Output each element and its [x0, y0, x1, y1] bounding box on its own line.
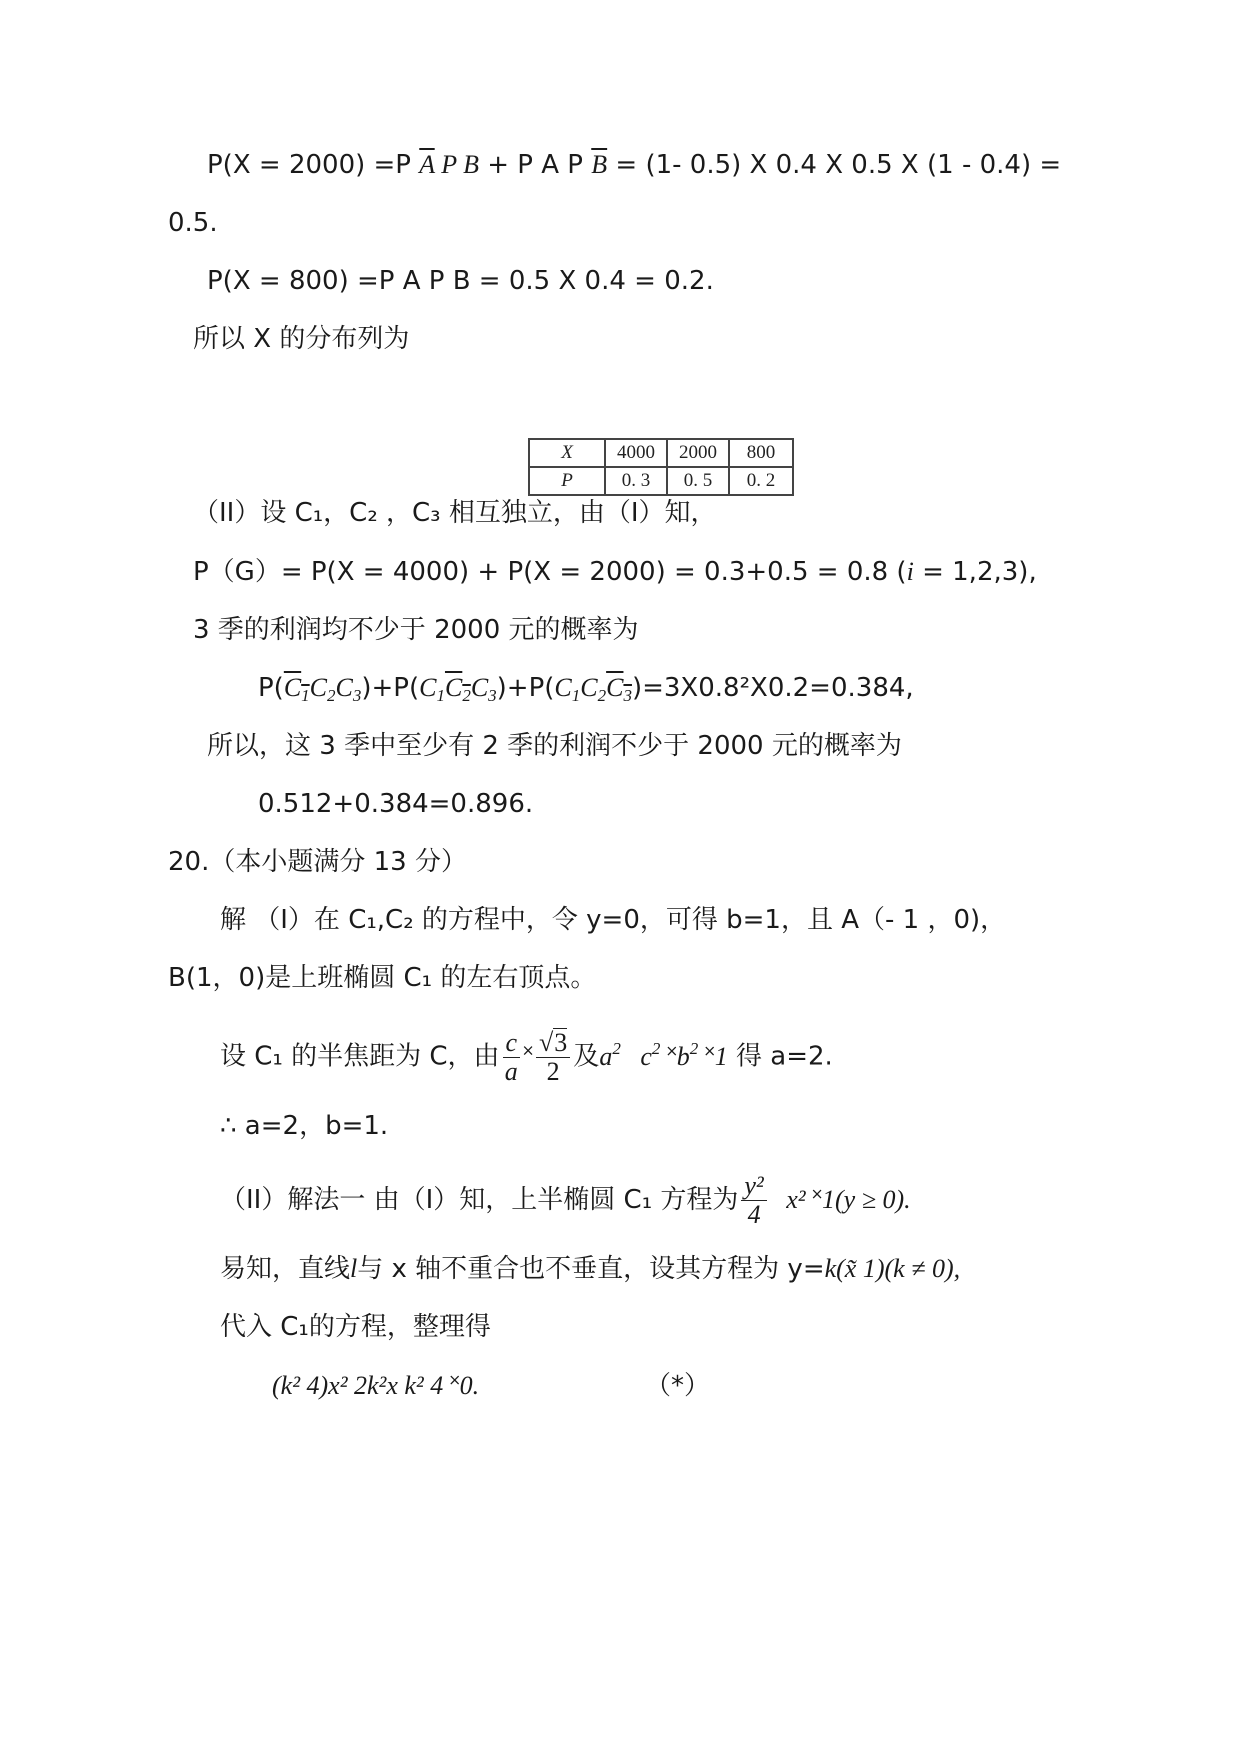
final-answer: 0.512+0.384=0.896. [258, 789, 534, 819]
solution-part-i: 解 （I）在 C₁,C₂ 的方程中，令 y=0，可得 b=1，且 A（- 1 ，0)， [220, 905, 1007, 935]
eq-three-season: $P(C_1C_2C_3)+P(C_1C_2C_3)+P(C_1C_2C_3)=3X0.8^2X0.2=0.384$, [258, 673, 914, 705]
line-equation-text: 易知，直线l与 x 轴不重合也不垂直，设其方程为 y=k(x̃ 1)(k ≠ 0), [220, 1254, 961, 1284]
three-season-text: 3 季的利润均不少于 2000 元的概率为 [193, 615, 639, 645]
table-row [529, 467, 793, 495]
table-row [529, 439, 793, 467]
quadratic-equation: (k² 4)x² 2k²x k² 4 ˟0. [272, 1371, 480, 1400]
substitute-text: 代入 C₁的方程，整理得 [220, 1312, 491, 1342]
vertices-text: B(1，0)是上班椭圆 C₁ 的左右顶点。 [168, 963, 597, 993]
eq-p-g: P（G）= P(X = 4000) + P(X = 2000) = 0.3+0.5 = 0.8 (i = 1,2,3), [193, 557, 1037, 587]
equation-tag: （*） [645, 1371, 711, 1401]
table-cell: 2000 [667, 439, 729, 467]
fraction-sqrt3-over-2: $\frac{√3}{2}$ [536, 1028, 570, 1086]
at-least-two-text: 所以，这 3 季中至少有 2 季的利润不少于 2000 元的概率为 [207, 731, 902, 761]
table-cell: X [529, 439, 605, 467]
part-ii-intro: （II）设 C₁，C₂ ，C₃ 相互独立，由（I）知， [193, 498, 717, 528]
table-cell: 800 [729, 439, 793, 467]
result-a-b: ∴ a=2，b=1. [220, 1111, 389, 1141]
table-cell: P [529, 467, 605, 495]
eq-p-2000-result: 0.5. [168, 208, 218, 238]
distribution-table [528, 438, 794, 496]
focal-distance-text: 设 C₁ 的半焦距为 C，由 $\frac{c}{a}$ ˟ $\frac{√3}{2}$ 及$a^2$ $c^2$ $˟b^2$ ˟1 得 a=2. [220, 1027, 833, 1086]
eq-p-2000: P(X = 2000) =P $\overline{A}$ P B + P A P $\overline{B} = (1-$ 0.5) X 0.4 X 0.5 X (1 - 0.4) = [207, 150, 1062, 180]
eq-p-800: P(X = 800) =P A P B = 0.5 X 0.4 = 0.2. [207, 266, 714, 296]
solution-part-ii: （II）解法一 由（I）知，上半椭圆 C₁ 方程为 $\frac{\text{y²}}{4}$ x² ˟1(y ≥ 0). [220, 1171, 911, 1229]
table-cell: 0. 5 [667, 467, 729, 495]
fraction-c-over-a: $\frac{c}{a}$ [503, 1029, 521, 1086]
table-cell: 0. 3 [605, 467, 667, 495]
fraction-y2-over-4: $\frac{\text{y²}}{4}$ [741, 1172, 766, 1229]
question-20-title: 20.（本小题满分 13 分） [168, 847, 467, 877]
table-cell: 4000 [605, 439, 667, 467]
dist-intro: 所以 X 的分布列为 [193, 324, 410, 354]
table-cell: 0. 2 [729, 467, 793, 495]
